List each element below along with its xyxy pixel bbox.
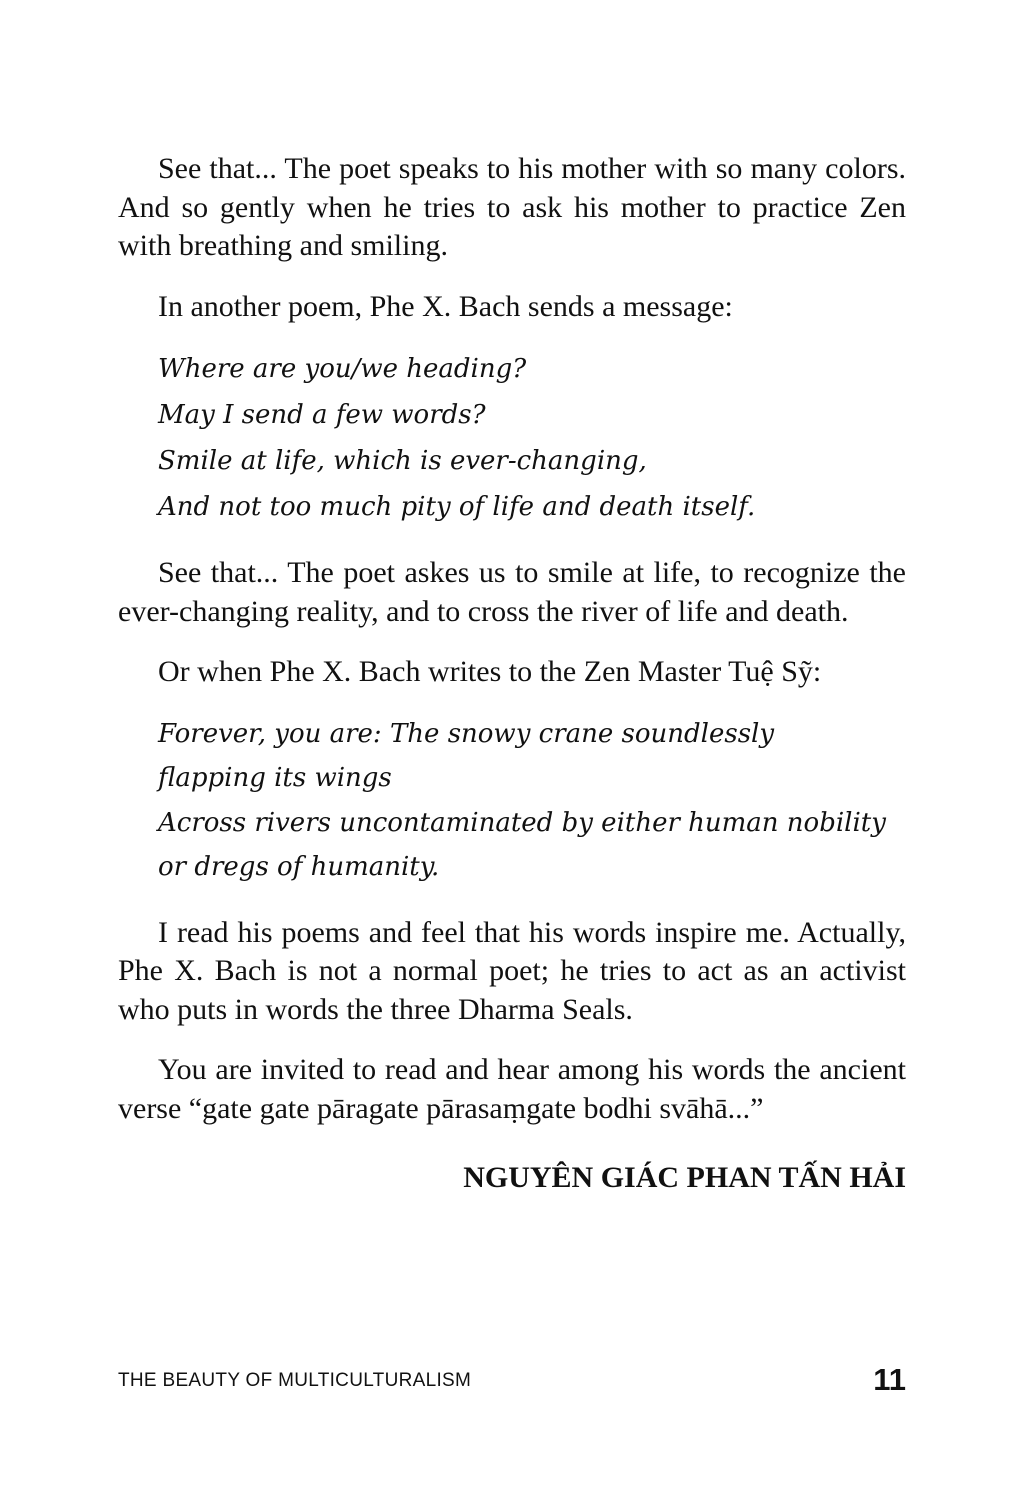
paragraph: See that... The poet askes us to smile at life, to recognize the ever-changing reality, and to cross the river of life and death. <box>118 556 906 628</box>
poem-line: And not too much pity of life and death itself. <box>158 492 756 522</box>
paragraph: You are invited to read and hear among his words the ancient verse “gate gate pāragate pārasaṃgate bodhi svāhā...” <box>118 1053 906 1125</box>
paragraph: In another poem, Phe X. Bach sends a message: <box>158 289 733 323</box>
poem-line: Across rivers uncontaminated by either human nobility <box>158 807 886 838</box>
paragraph: Or when Phe X. Bach writes to the Zen Master Tuệ Sỹ: <box>158 655 822 688</box>
poem-line: Forever, you are: The snowy crane soundlessly <box>158 718 775 749</box>
author-signature: NGUYÊN GIÁC PHAN TẤN HẢI <box>463 1161 906 1194</box>
poem-excerpt <box>118 346 906 530</box>
poem-line: Smile at life, which is ever-changing, <box>158 446 647 476</box>
poem-excerpt <box>118 712 906 890</box>
page-body <box>118 150 906 1198</box>
poem-line: flapping its wings <box>158 763 392 793</box>
running-footer-title: THE BEAUTY OF MULTICULTURALISM <box>118 1370 472 1391</box>
paragraph: See that... The poet speaks to his mother with so many colors. And so gently when he tries to ask his mother to practice Zen with breathing and smiling. <box>118 152 906 262</box>
poem-line: May I send a few words? <box>158 400 486 430</box>
paragraph: I read his poems and feel that his words inspire me. Actually, Phe X. Bach is not a normal poet; he tries to act as an activist who puts in words the three Dharma Seals. <box>118 915 906 1026</box>
poem-line: or dregs of humanity. <box>158 852 440 882</box>
page-number: 11 <box>873 1362 906 1397</box>
page-footer <box>118 1362 906 1406</box>
poem-line: Where are you/we heading? <box>158 354 527 384</box>
